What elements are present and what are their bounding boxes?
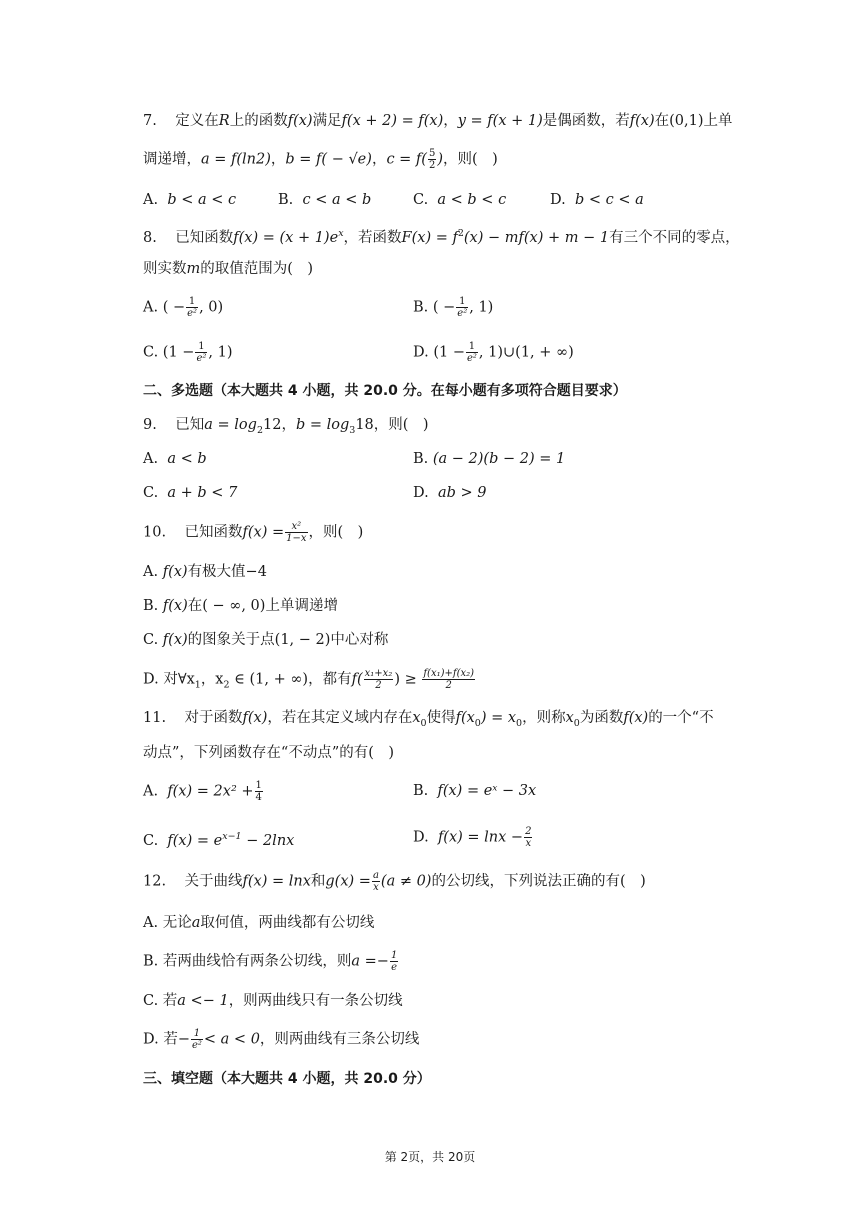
q10-option-a[interactable]: A. f(x)有极大值−4: [143, 564, 267, 580]
q12-option-d[interactable]: D. 若− $\frac{1}{\text{e²}}$ < a < 0，则两曲线有三条公切线: [143, 1028, 420, 1051]
q11-option-d[interactable]: D. f(x) = lnx − $\frac{2}{x}$: [413, 826, 532, 849]
q7-line2: 调递增，a = f(ln2)，b = f( − √e)，c = f( $\frac{5}{2}$ )，则( ): [143, 148, 498, 171]
q9-option-d[interactable]: D. ab > 9: [413, 485, 487, 501]
q12-option-b[interactable]: B. 若两曲线恰有两条公切线，则a =− $\frac{1}{e}$: [143, 950, 398, 973]
q9-option-a[interactable]: A. a < b: [143, 451, 207, 467]
q10-option-d[interactable]: D. 对$\forall x_1$，$x_2$ ∈ (1, + ∞)，都有f( $\frac{\text{x₁+x₂}}{2}$ ) ≥ $\frac{\text{f(x₁)+f(x₂)}}{2}$: [143, 668, 475, 691]
q8-option-a[interactable]: A. ( − $\frac{1}{\text{e²}}$ , 0): [143, 296, 224, 319]
fraction: $\frac{2}{x}$: [525, 826, 532, 849]
q7-option-a[interactable]: A. b < a < c: [143, 192, 237, 208]
fraction: $\frac{\text{f(x₁)+f(x₂)}}{2}$: [423, 668, 475, 691]
q11-option-c[interactable]: C. $f(x) = e^{x-1} - 2\ln x$: [143, 831, 295, 849]
q8-option-b[interactable]: B. ( − $\frac{1}{\text{e²}}$ , 1): [413, 296, 494, 319]
page-footer: 第 2页，共 20页: [384, 1150, 476, 1164]
q8-option-d[interactable]: D. (1 − $\frac{1}{\text{e²}}$ , 1)∪(1, + ∞): [413, 341, 574, 364]
section-heading-multiple-choice: 二、多选题（本大题共 4 小题，共 20.0 分。在每小题有多项符合题目要求）: [143, 383, 627, 399]
q7-option-c[interactable]: C. a < b < c: [413, 192, 507, 208]
q9-option-c[interactable]: C. a + b < 7: [143, 485, 238, 501]
q8-line1: 8. 已知函数$f(x) = (x + 1)e^x$，若函数$F(x) = f^2(x) - mf(x) + m - 1$有三个不同的零点，: [143, 228, 740, 246]
q12-line1: 12. 关于曲线f(x) = lnx和g(x) = $\frac{a}{x}$ (a ≠ 0)的公切线，下列说法正确的有( ): [143, 870, 646, 893]
fraction: $\frac{5}{2}$: [428, 148, 436, 171]
q8-option-c[interactable]: C. (1 − $\frac{1}{\text{e²}}$ , 1): [143, 341, 233, 364]
q12-option-c[interactable]: C. 若a <− 1，则两曲线只有一条公切线: [143, 993, 403, 1009]
q10-option-c[interactable]: C. f(x)的图象关于点(1, − 2)中心对称: [143, 632, 389, 648]
fraction: $\frac{1}{e}$: [390, 950, 398, 973]
fraction: $\frac{\text{x₁+x₂}}{2}$: [364, 668, 393, 691]
fraction: $\frac{1}{\text{e²}}$: [196, 341, 207, 364]
q11-line2: 动点”，下列函数存在“不动点”的有( ): [143, 745, 395, 761]
q7-line1: 7. 定义在R上的函数f(x)满足f(x + 2) = f(x)，y = f(x + 1)是偶函数，若f(x)在(0,1)上单: [143, 113, 733, 129]
section-heading-fill-in: 三、填空题（本大题共 4 小题，共 20.0 分）: [143, 1071, 431, 1087]
q8-line2: 则实数m的取值范围为( ): [143, 261, 314, 277]
q7-option-b[interactable]: B. c < a < b: [278, 192, 372, 208]
q11-option-a[interactable]: A. f(x) = 2x² + $\frac{1}{4}$: [143, 780, 262, 803]
q7-option-d[interactable]: D. b < c < a: [550, 192, 644, 208]
q9-line1: 9. 已知$a = \log_212$，$b = \log_318$，则( ): [143, 417, 429, 436]
fraction: $\frac{1}{\text{e²}}$: [187, 296, 198, 319]
fraction: $\frac{a}{x}$: [372, 870, 379, 893]
q9-option-b[interactable]: B. (a − 2)(b − 2) = 1: [413, 451, 566, 467]
fraction: $\frac{1}{\text{e²}}$: [457, 296, 468, 319]
fraction: $\frac{1}{\text{e²}}$: [191, 1028, 202, 1051]
fraction: $\frac{1}{4}$: [255, 780, 262, 803]
q11-option-b[interactable]: B. f(x) = eˣ − 3x: [413, 783, 537, 799]
q10-option-b[interactable]: B. f(x)在( − ∞, 0)上单调递增: [143, 598, 338, 614]
fraction: $\frac{1}{\text{e²}}$: [466, 341, 477, 364]
q10-line1: 10. 已知函数f(x) = $\frac{\text{x²}}{1-x}$ ，则( ): [143, 521, 364, 544]
fraction: $\frac{\text{x²}}{1-x}$: [286, 521, 307, 544]
q12-option-a[interactable]: A. 无论a取何值，两曲线都有公切线: [143, 915, 375, 931]
q11-line1: 11. 对于函数f(x)，若在其定义域内存在$x_0$使得$f(x_0) = x_0$，则称$x_0$为函数f(x)的一个“不: [143, 710, 714, 729]
